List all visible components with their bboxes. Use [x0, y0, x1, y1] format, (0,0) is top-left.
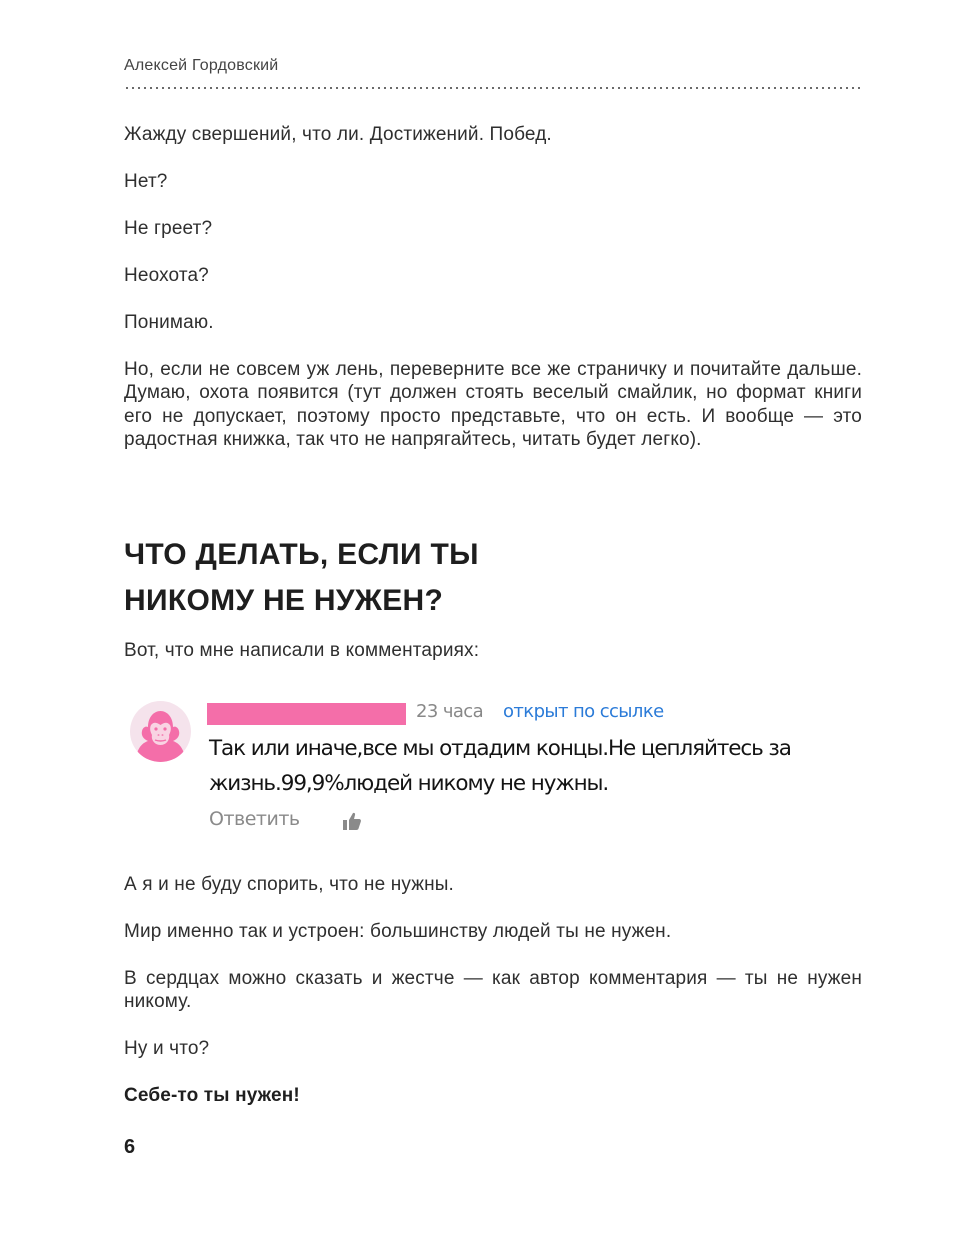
- page-number: 6: [124, 1136, 136, 1158]
- section-heading: [124, 532, 862, 624]
- outro-paragraph: Ну и что?: [124, 1038, 210, 1059]
- outro-paragraph: Мир именно так и устроен: большинству людей ты не нужен.: [124, 921, 672, 942]
- header-dotted-rule: [124, 87, 863, 89]
- like-button[interactable]: [342, 811, 362, 831]
- intro-paragraph: Неохота?: [124, 265, 209, 286]
- intro-paragraph: Понимаю.: [124, 312, 214, 333]
- intro-paragraph: Но, если не совсем уж лень, переверните все же страничку и почитайте дальше. Думаю, охота появится (тут должен стоять веселый смайлик, но формат книги его не допускает, поэтому просто представьте, что он есть. И вообще — это радостная книжка, так что не напрягайтесь, читать будет легко).: [124, 359, 862, 450]
- comment-open-link[interactable]: открыт по ссылке: [503, 701, 664, 722]
- thumbs-up-icon: [342, 811, 362, 831]
- avatar: [130, 701, 191, 762]
- section-lead: Вот, что мне написали в комментариях:: [124, 640, 480, 661]
- section-heading-line-1: ЧТО ДЕЛАТЬ, ЕСЛИ ТЫ: [124, 538, 479, 571]
- intro-paragraph: Не греет?: [124, 218, 213, 239]
- outro-paragraph: В сердцах можно сказать и жестче — как автор комментария — ты не нужен никому.: [124, 968, 862, 1013]
- section-heading-line-2: НИКОМУ НЕ НУЖЕН?: [124, 584, 444, 617]
- comment-card: [130, 698, 870, 848]
- intro-paragraph: Нет?: [124, 171, 168, 192]
- comment-time: 23 часа: [416, 701, 484, 722]
- running-head-author: Алексей Гордовский: [124, 57, 279, 74]
- reply-button[interactable]: Ответить: [209, 808, 300, 830]
- conclusion: Себе-то ты нужен!: [124, 1085, 300, 1106]
- comment-author-redacted: [207, 703, 406, 725]
- monkey-avatar-icon: [130, 701, 191, 762]
- intro-paragraph: Жажду свершений, что ли. Достижений. Побед.: [124, 124, 552, 145]
- comment-text: Так или иначе,все мы отдадим концы.Не цепляйтесь за жизнь.99,9%людей никому не нужны.: [209, 736, 791, 796]
- outro-paragraph: А я и не буду спорить, что не нужны.: [124, 874, 454, 895]
